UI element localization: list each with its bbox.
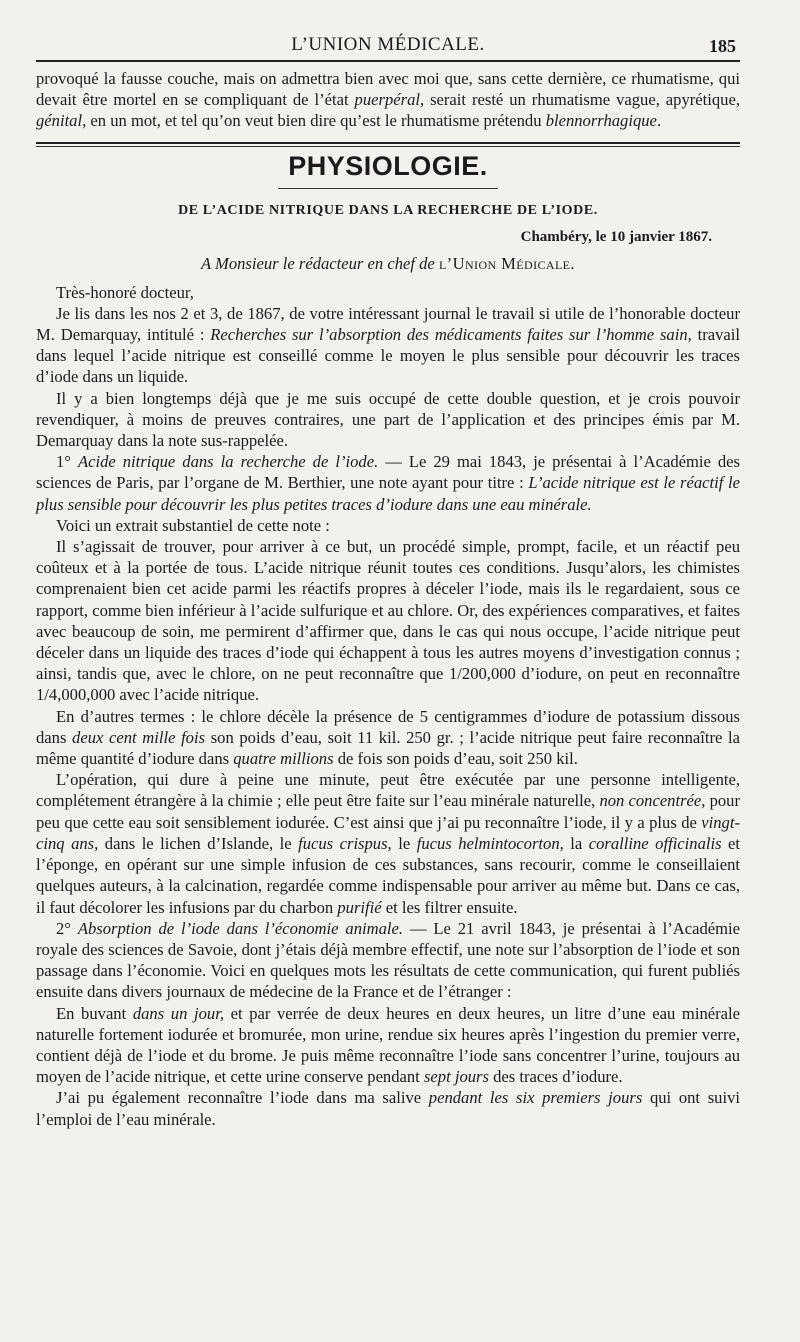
- paragraph-9: En buvant dans un jour, et par verrée de deux heures en deux heures, un litre d’une eau minérale naturelle fortement iodurée et bromurée, mon urine, rendue six heures après l’ingestion du premier verre, contient déjà de l’iode et du brome. Je puis même reconnaître l’iode sans concentrer l’urine, toujours au moyen de l’acide nitrique, et cette urine conserve pendant sept jours des traces d’iodure.: [36, 1003, 740, 1087]
- paragraph-7: L’opération, qui dure à peine une minute, peut être exécutée par une personne intelligente, complétement étrangère à la chimie ; elle peut être faite sur l’eau minérale naturelle, non concentrée, pour peu que cette eau soit sensiblement iodurée. C’est ainsi que j’ai pu reconnaître l’iode, il y a plus de vingt-cinq ans, dans le lichen d’Islande, le fucus crispus, le fucus helmintocorton, la coralline officinalis et l’éponge, en opérant sur une simple infusion de ces substances, sans recourir, comme le conseillaient quelques auteurs, à la calcination, regardée comme indispensable pour arriver au même but. Dans ce cas, il faut décolorer les infusions par du charbon purifié et les filtrer ensuite.: [36, 770, 741, 917]
- page-number: 185: [709, 36, 736, 56]
- lead-paragraph: provoqué la fausse couche, mais on admettra bien avec moi que, sans cette dernière, ce rhumatisme, qui devait être mortel en se compliquant de l’état puerpéral, serait resté un rhumatisme vague, apyrétique, génital, en un mot, et tel qu’on veut bien dire qu’est le rhumatisme prétendu blennorrhagique.: [36, 69, 740, 131]
- paragraph-5: Il s’agissait de trouver, pour arriver à ce but, un procédé simple, prompt, facile, et un réactif peu coûteux et à la portée de tous. L’acide nitrique réunit toutes ces conditions. Jusqu’alors, les chimistes comprenaient bien cet acide parmi les réactifs propres à déceler l’iode, mais ils le regardaient, sous ce rapport, comme bien inférieur à l’acide sulfurique et au chlore. Or, des expériences comparatives, et faites avec beaucoup de soin, me permirent d’affirmer que, dans le cas qui nous occupe, l’acide nitrique peut déceler dans un liquide des traces d’iode qui échappent à tous les autres moyens d’investigation connus ; ainsi, tandis que, avec le chlore, on ne peut reconnaître que 1/200,000 d’iodure, on peut en reconnaître 1/4,000,000 avec l’acide nitrique.: [36, 537, 740, 705]
- dateline: Chambéry, le 10 janvier 1867.: [520, 228, 712, 245]
- section-short-rule: [278, 188, 498, 189]
- section-heading: PHYSIOLOGIE.: [288, 150, 488, 181]
- paragraph-2: Il y a bien longtemps déjà que je me suis occupé de cette double question, et je crois pouvoir revendiquer, à moins de preuves contraires, une part de l’application et des principes émis par M. Demarquay dans la note sus-rappelée.: [36, 388, 740, 451]
- paragraph-6: En d’autres termes : le chlore décèle la présence de 5 centigrammes d’iodure de potassium dissous dans deux cent mille fois son poids d’eau, soit 11 kil. 250 gr. ; l’acide nitrique peut faire reconnaître la même quantité d’iodure dans quatre millions de fois son poids d’eau, soit 250 kil.: [36, 706, 740, 769]
- salutation: Très-honoré docteur,: [56, 282, 194, 302]
- header-rule: [36, 60, 740, 62]
- paragraph-3: 1° Acide nitrique dans la recherche de l’iode. — Le 29 mai 1843, je présentai à l’Académie des sciences de Paris, par l’organe de M. Berthier, une note ayant pour titre : L’acide nitrique est le réactif le plus sensible pour découvrir les plus petites traces d’iodure dans une eau minérale.: [36, 452, 741, 514]
- document-page: [36, 30, 740, 1130]
- address-line: A Monsieur le rédacteur en chef de l’Union Médicale.: [201, 253, 575, 273]
- section-rules: [36, 142, 740, 147]
- paragraph-1: Je lis dans les nos 2 et 3, de 1867, de votre intéressant journal le travail si utile de l’honorable docteur M. Demarquay, intitulé : Recherches sur l’absorption des médicaments faites sur l’homme sain, travail dans lequel l’acide nitrique est conseillé comme le moyen le plus sensible pour découvrir les traces d’iode dans un liquide.: [36, 303, 741, 387]
- running-head: [36, 30, 740, 60]
- article-title: DE L’ACIDE NITRIQUE DANS LA RECHERCHE DE L’IODE.: [178, 202, 598, 218]
- journal-title: L’UNION MÉDICALE.: [291, 34, 485, 55]
- paragraph-10: J’ai pu également reconnaître l’iode dans ma salive pendant les six premiers jours qui ont suivi l’emploi de l’eau minérale.: [36, 1088, 740, 1129]
- paragraph-8: 2° Absorption de l’iode dans l’économie animale. — Le 21 avril 1843, je présentai à l’Académie royale des sciences de Savoie, dont j’étais déjà membre effectif, une note sur l’absorption de l’iode et son passage dans l’économie. Voici en quelques mots les résultats de cette communication, qui furent publiés ensuite dans divers journaux de médecine de la France et de l’étranger :: [36, 918, 740, 1002]
- paragraph-4: Voici un extrait substantiel de cette note :: [56, 515, 330, 535]
